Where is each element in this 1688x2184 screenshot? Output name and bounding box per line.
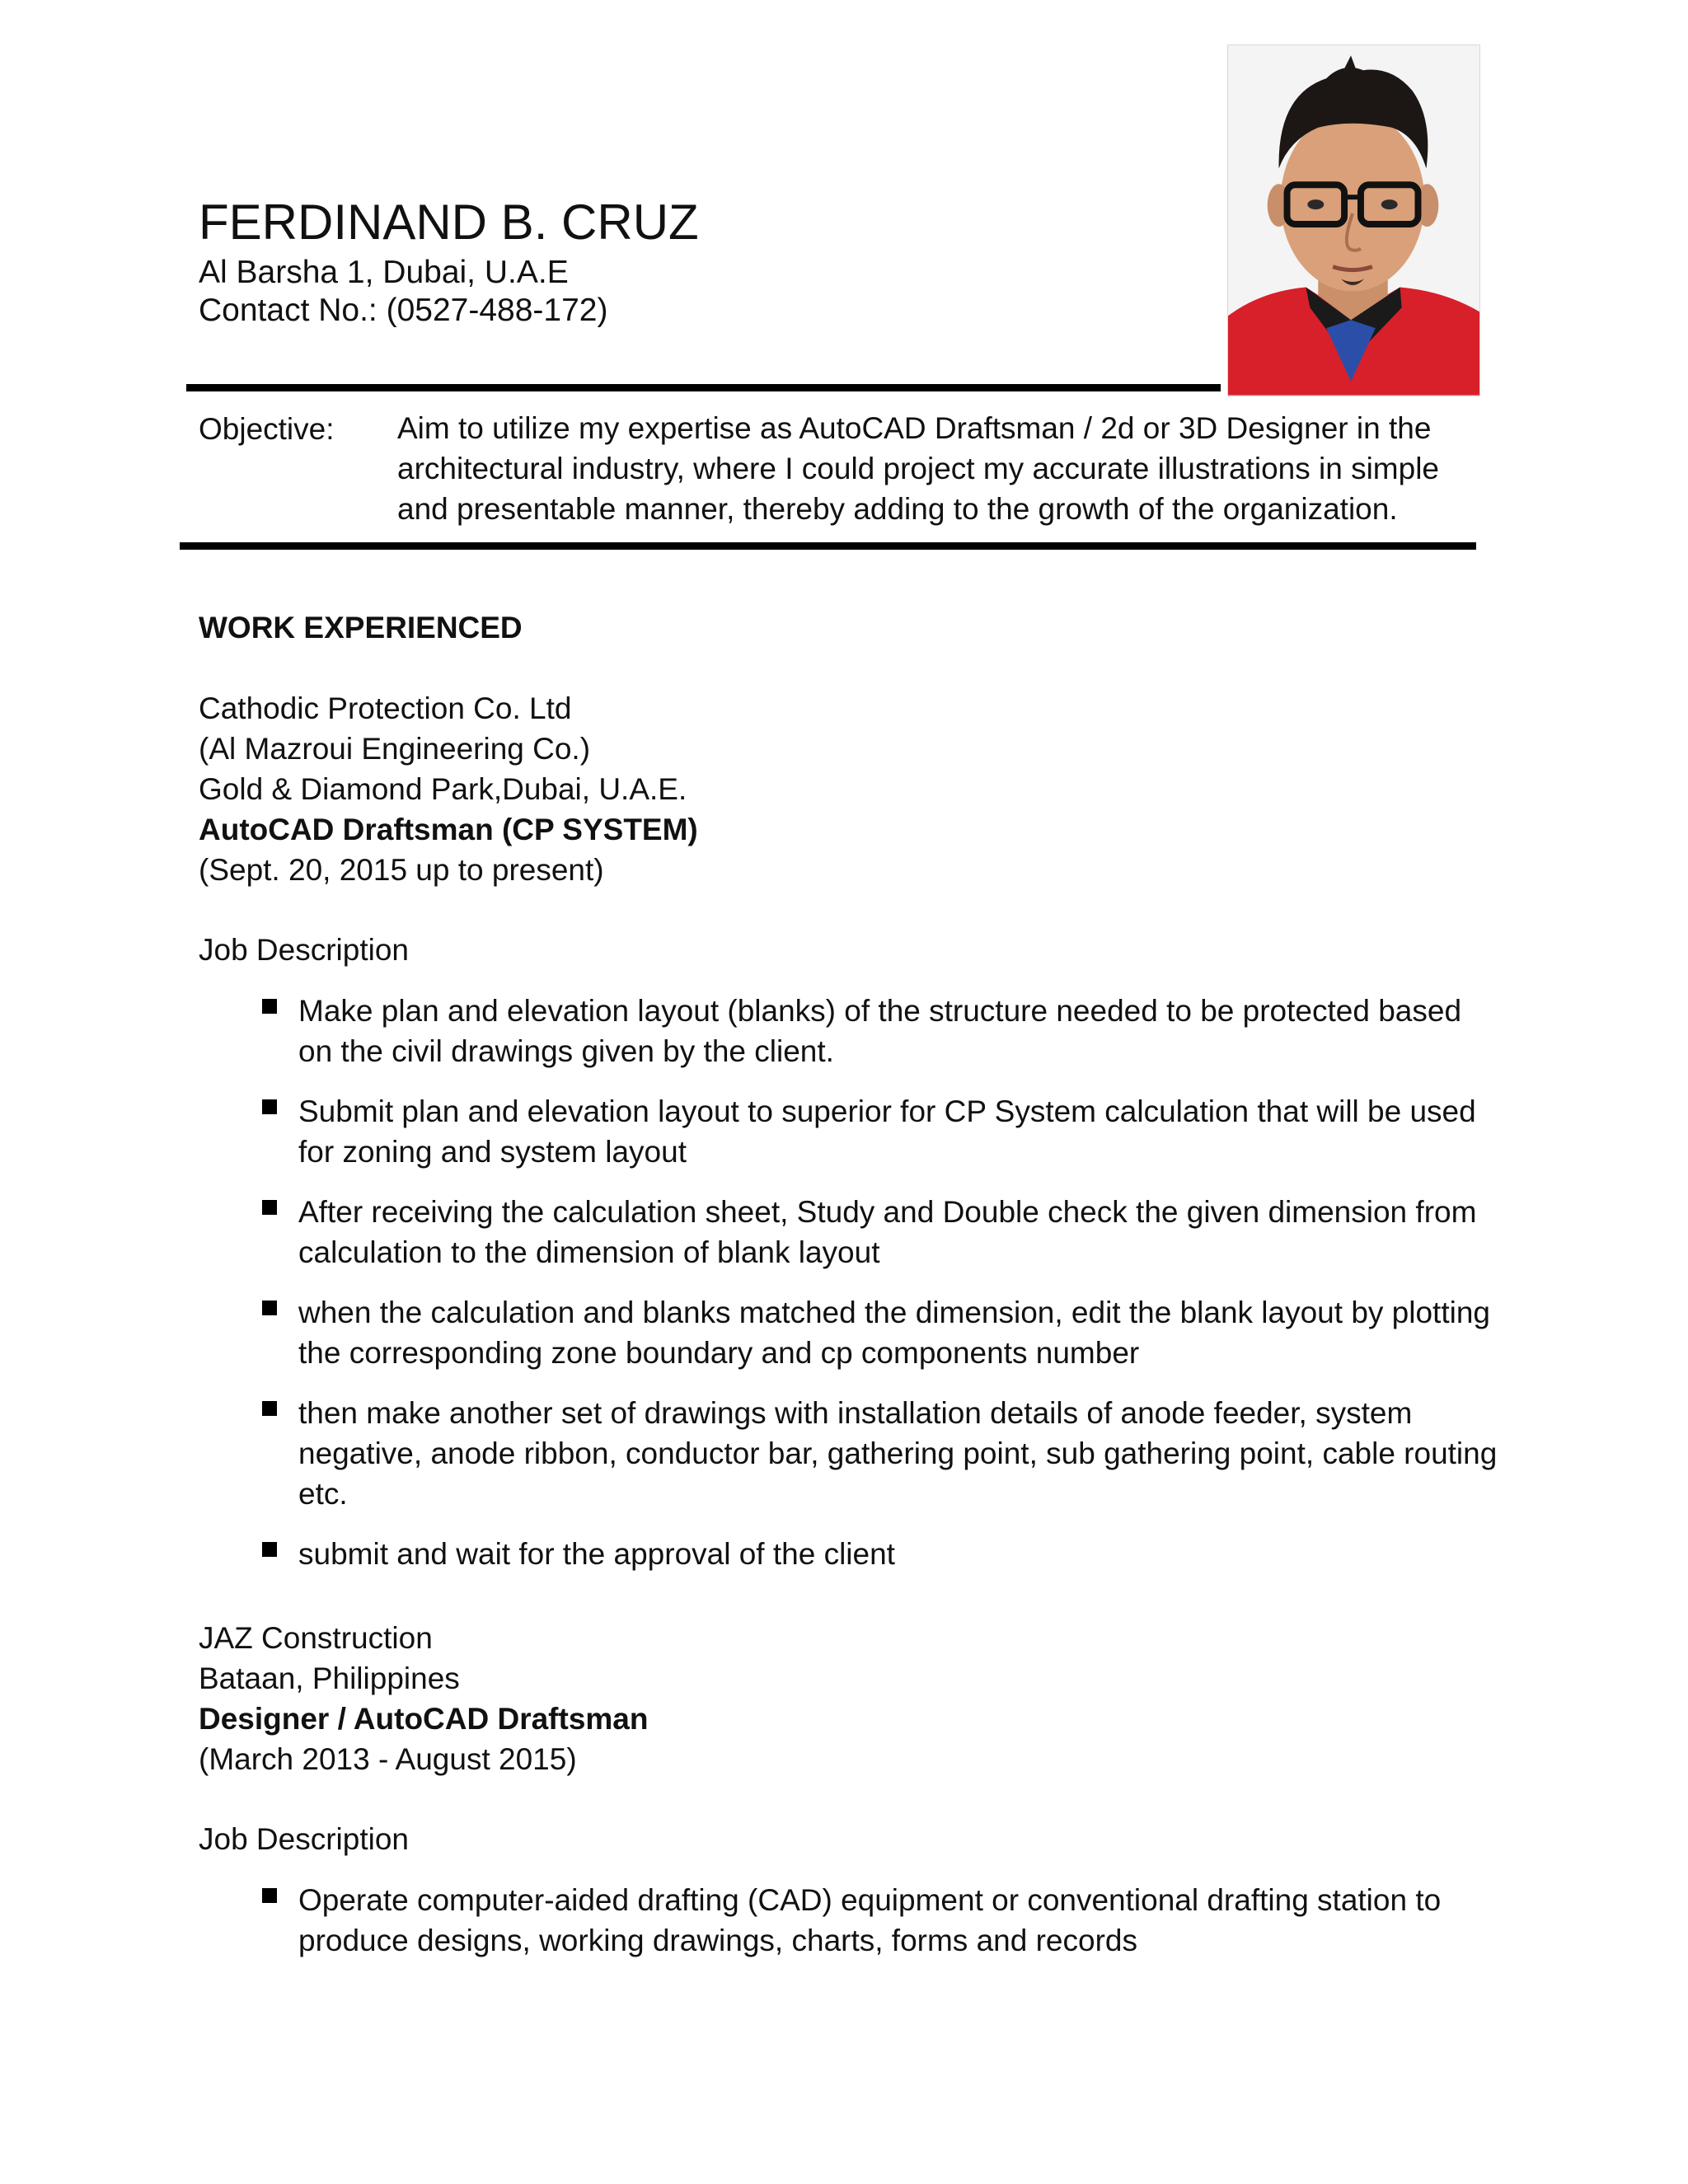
square-bullet-icon xyxy=(262,1888,277,1903)
company-line: (Al Mazroui Engineering Co.) xyxy=(199,732,591,766)
list-item xyxy=(262,1192,1498,1272)
header-divider xyxy=(186,384,1221,391)
square-bullet-icon xyxy=(262,1200,277,1215)
job-description-label: Job Description xyxy=(199,1822,410,1856)
duty-text: then make another set of drawings with installation details of anode feeder, system negative, anode ribbon, conductor bar, gathering point, sub gathering point, cable routing etc. xyxy=(298,1396,1498,1511)
duty-text: when the calculation and blanks matched the dimension, edit the blank layout by plotting the corresponding zone boundary and cp components number xyxy=(298,1296,1490,1370)
duty-text: After receiving the calculation sheet, Study and Double check the given dimension from calculation to the dimension of blank layout xyxy=(298,1195,1477,1269)
duty-list xyxy=(262,1880,1498,1980)
profile-photo xyxy=(1227,45,1480,396)
job-period: (March 2013 - August 2015) xyxy=(199,1742,577,1776)
square-bullet-icon xyxy=(262,1099,277,1114)
list-item xyxy=(262,1292,1498,1373)
square-bullet-icon xyxy=(262,999,277,1014)
list-item xyxy=(262,1091,1498,1172)
list-item xyxy=(262,1534,1498,1574)
applicant-name: FERDINAND B. CRUZ xyxy=(199,194,699,250)
contact-number: Contact No.: (0527-488-172) xyxy=(199,293,608,328)
job-title: AutoCAD Draftsman (CP SYSTEM) xyxy=(199,813,698,846)
list-item xyxy=(262,1880,1498,1961)
square-bullet-icon xyxy=(262,1301,277,1315)
company-line: Cathodic Protection Co. Ltd xyxy=(199,691,572,725)
job-period: (Sept. 20, 2015 up to present) xyxy=(199,853,604,887)
job-description-label: Job Description xyxy=(199,933,410,967)
company-line: JAZ Construction xyxy=(199,1621,433,1655)
square-bullet-icon xyxy=(262,1542,277,1557)
square-bullet-icon xyxy=(262,1401,277,1416)
list-item xyxy=(262,991,1498,1071)
duty-text: submit and wait for the approval of the client xyxy=(298,1537,895,1571)
list-item xyxy=(262,1393,1498,1514)
duty-text: Operate computer-aided drafting (CAD) equipment or conventional drafting station to produce designs, working drawings, charts, forms and records xyxy=(298,1883,1442,1957)
company-line: Bataan, Philippines xyxy=(199,1661,460,1695)
objective-divider xyxy=(180,542,1476,550)
address-line: Al Barsha 1, Dubai, U.A.E xyxy=(199,255,569,290)
duty-text: Submit plan and elevation layout to superior for CP System calculation that will be used for zoning and system layout xyxy=(298,1094,1476,1169)
duty-text: Make plan and elevation layout (blanks) of the structure needed to be protected based on the civil drawings given by the client. xyxy=(298,994,1462,1068)
work-experience-heading: WORK EXPERIENCED xyxy=(199,611,523,644)
job-title: Designer / AutoCAD Draftsman xyxy=(199,1702,649,1736)
objective-text: Aim to utilize my expertise as AutoCAD Draftsman / 2d or 3D Designer in the architectural industry, where I could project my accurate illustrations in simple and presentable manner, thereby adding to the growth of the organization. xyxy=(397,411,1439,526)
objective-label: Objective: xyxy=(199,412,335,446)
duty-list xyxy=(262,991,1498,1594)
company-line: Gold & Diamond Park,Dubai, U.A.E. xyxy=(199,772,687,806)
